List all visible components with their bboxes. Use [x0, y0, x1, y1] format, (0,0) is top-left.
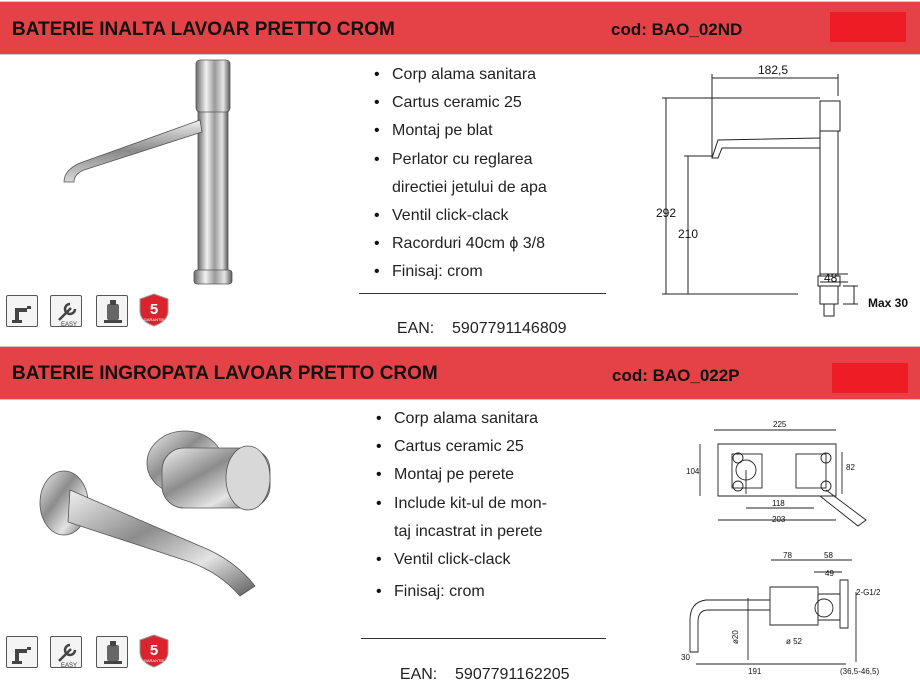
mixer-tap-icon	[6, 636, 38, 668]
feature-item: • Ventil click-clack	[358, 546, 547, 574]
dim-plate-width: 225	[773, 420, 787, 429]
product-1-features	[356, 61, 547, 287]
dim-plate-right: 82	[846, 463, 855, 472]
dim-total-height-1: 292	[656, 206, 677, 220]
ean-value: 5907791146809	[452, 320, 567, 337]
product-2-divider	[361, 638, 606, 639]
dim-spout-length: 191	[748, 667, 762, 676]
product-2-technical-drawing	[676, 412, 916, 682]
feature-item: • Finisaj: crom	[356, 258, 547, 286]
feature-item: • Corp alama sanitara	[356, 61, 547, 89]
feature-item: • Ventil click-clack	[356, 202, 547, 230]
dim-depth-a: 78	[783, 551, 792, 560]
feature-item: directiei jetului de apa	[392, 178, 547, 196]
feature-item: • Cartus ceramic 25	[358, 433, 547, 461]
dim-knob-diam: ø 52	[786, 637, 803, 646]
feature-item: taj incastrat in perete	[394, 522, 543, 540]
dim-depth-c: 49	[825, 569, 834, 578]
product-1-technical-drawing	[648, 56, 918, 341]
product-2-features	[358, 405, 547, 606]
feature-item: • Perlator cu reglarea	[356, 146, 547, 174]
product-2-ean	[391, 648, 570, 684]
feature-item: • Corp alama sanitara	[358, 405, 547, 433]
product-2-color-swatch	[832, 363, 908, 393]
dim-thread: 2-G1/2	[856, 588, 881, 597]
easy-label-1: EASY	[61, 322, 78, 328]
warranty-badge-icon	[137, 293, 171, 327]
dim-spout-height-1: 210	[678, 227, 699, 241]
warranty-badge-icon	[137, 634, 171, 668]
wrench-icon	[50, 295, 82, 327]
dim-center: 118	[772, 499, 785, 508]
product-1-ean	[388, 302, 567, 338]
product-2-code: cod: BAO_022P	[612, 366, 740, 385]
dim-pipe-diam: ø20	[731, 630, 740, 644]
feature-item: • Cartus ceramic 25	[356, 89, 547, 117]
feature-item: • Finisaj: crom	[358, 578, 547, 606]
warranty-label-1: GARANTIE	[143, 317, 165, 322]
warranty-years-2: 5	[149, 642, 159, 659]
product-1-divider	[359, 293, 606, 294]
dim-depth-b: 58	[824, 551, 833, 560]
dim-body-width: 203	[772, 515, 786, 524]
product-1-title: BATERIE INALTA LAVOAR PRETTO CROM	[12, 19, 395, 40]
product-1-photo	[50, 58, 300, 288]
feature-item: • Montaj pe perete	[358, 461, 547, 489]
dim-wall-range: (36,5-46,5)	[840, 667, 880, 676]
dim-width-1: 182,5	[758, 63, 789, 77]
ean-value: 5907791162205	[455, 666, 570, 683]
ean-label: EAN:	[396, 320, 435, 337]
warranty-years-1: 5	[149, 301, 159, 318]
product-1-header	[0, 1, 920, 55]
wrench-icon	[50, 636, 82, 668]
dim-max-thickness-1: Max 30	[868, 296, 909, 310]
warranty-label-2: GARANTIE	[143, 658, 165, 663]
feature-item: • Include kit-ul de mon-	[358, 490, 547, 518]
product-2-header	[0, 346, 920, 400]
dim-angle: 30	[681, 653, 690, 662]
product-2-photo	[30, 428, 280, 618]
cartridge-icon	[96, 295, 128, 327]
feature-item: • Montaj pe blat	[356, 117, 547, 145]
dim-base-1: 48	[824, 271, 838, 285]
product-1-code: cod: BAO_02ND	[611, 20, 743, 39]
ean-label: EAN:	[399, 666, 438, 683]
product-1-color-swatch	[830, 12, 906, 42]
mixer-tap-icon	[6, 295, 38, 327]
feature-item: • Racorduri 40cm ϕ 3/8	[356, 230, 547, 258]
product-2-title: BATERIE INGROPATA LAVOAR PRETTO CROM	[12, 363, 438, 384]
cartridge-icon	[96, 636, 128, 668]
easy-label-2: EASY	[61, 663, 78, 669]
dim-plate-height: 104	[686, 467, 700, 476]
